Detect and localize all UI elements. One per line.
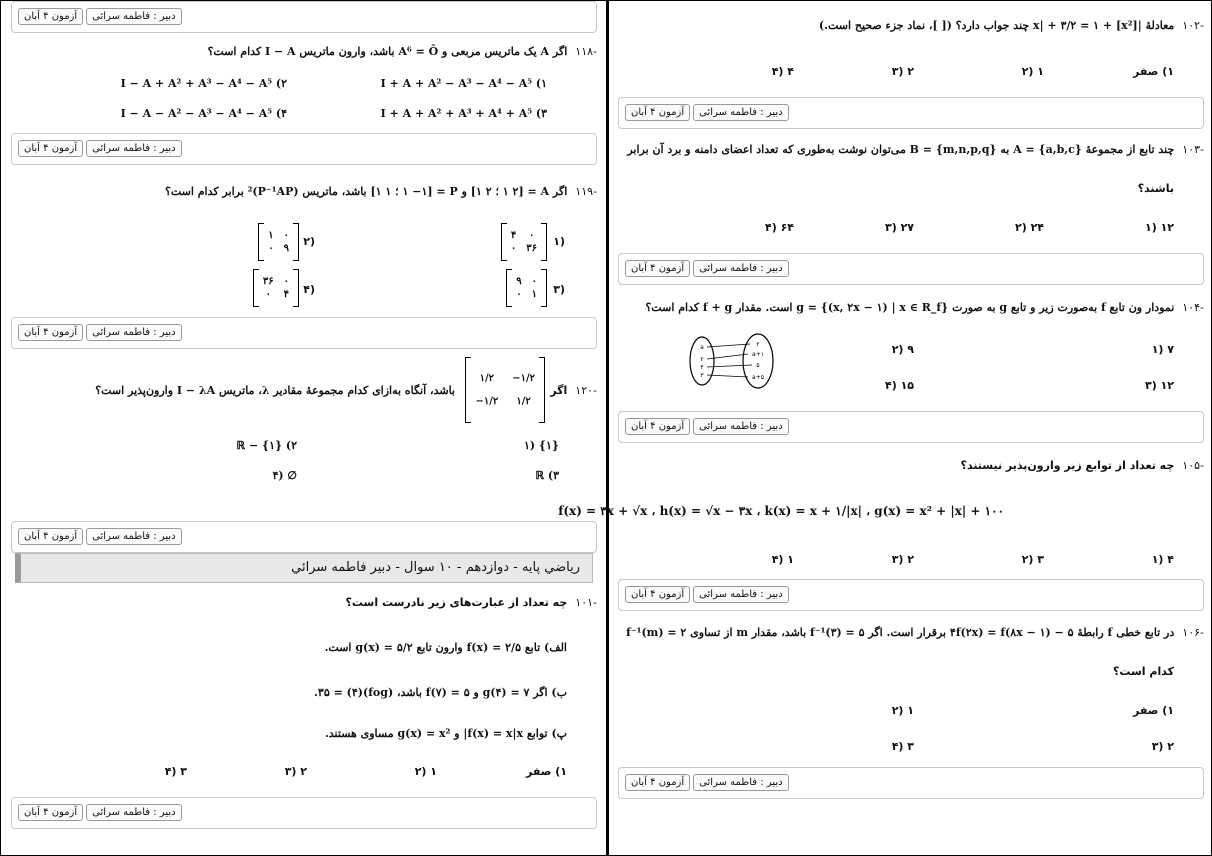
question-118: -۱۱۸اگر A یک ماتریس مربعی و A⁶ = Ō باشد، وارون ماتریس I − A کدام است؟: [207, 45, 597, 58]
question-120-number: -۱۲۰اگر: [550, 384, 597, 397]
venn-right-item: ۵: [756, 362, 760, 369]
teacher-tag: دبیر : فاطمه سرائی: [86, 324, 181, 341]
question-103-cont: باشند؟: [1137, 182, 1174, 195]
option-2[interactable]: ۱ (۲: [1021, 65, 1044, 78]
option-4[interactable]: I − A − A² − A³ − A⁴ − A⁵ (۴: [120, 107, 287, 120]
option-4-matrix[interactable]: ۳۶ ۰ ۰ ۴: [253, 269, 299, 307]
left-column: [11, 1, 597, 856]
venn-right-item: ۲: [756, 341, 760, 348]
question-102: -۱۰۲معادلهٔ |x| + ۳/۲ = ۱ + [x²] چند جواب دارد؟ ([ ]، نماد جزء صحیح است.): [818, 19, 1204, 32]
question-103: -۱۰۳چند تابع از مجموعهٔ A = {a,b,c} به B = {m,n,p,q} می‌توان نوشت به‌طوری که تعداد اعضای دامنه و برد آن برابر: [627, 143, 1204, 156]
teacher-tag: دبیر : فاطمه سرائی: [86, 140, 181, 157]
option-4-label[interactable]: (۴: [303, 283, 315, 296]
question-105: -۱۰۵چه تعداد از توابع زیر وارون‌پذیر نیستند؟: [960, 459, 1204, 472]
option-3[interactable]: I + A + A² + A³ + A⁴ + A⁵ (۳: [380, 107, 547, 120]
option-3[interactable]: ۲ (۳: [891, 65, 914, 78]
option-4[interactable]: ۱۵ (۴: [884, 379, 914, 392]
option-1[interactable]: ۱) صفر: [1133, 65, 1174, 78]
teacher-tag: دبیر : فاطمه سرائی: [693, 418, 788, 435]
option-2-matrix[interactable]: ۱ ۰ ۰ ۹: [258, 223, 299, 261]
teacher-tag: دبیر : فاطمه سرائی: [693, 586, 788, 603]
exam-tag: آزمون ۴ آبان: [625, 260, 690, 277]
exam-tag: آزمون ۴ آبان: [18, 324, 83, 341]
statement-c: پ) توابع f(x) = x|x| و g(x) = x² مساوی هستند.: [324, 727, 567, 740]
teacher-tag: دبیر : فاطمه سرائی: [693, 260, 788, 277]
footer-box: [11, 317, 597, 349]
question-101: -۱۰۱چه تعداد از عبارت‌های زیر نادرست است؟: [345, 596, 597, 609]
question-119: -۱۱۹اگر A = [۱ ۲ ؛ ۲ ۱] و P = [۱ −۱ ؛ ۱ ۱] باشد، ماتریس (P⁻¹AP)² برابر کدام است؟: [164, 185, 597, 198]
venn-left-item: ۲: [700, 356, 704, 363]
option-2[interactable]: ۹ (۲: [891, 343, 914, 356]
exam-tag: آزمون ۴ آبان: [18, 140, 83, 157]
footer-box: [11, 521, 597, 553]
option-2[interactable]: I − A + A² + A³ − A⁴ − A⁵ (۲: [120, 77, 287, 90]
section-title: رياضي پايه - دوازدهم - ۱۰ سوال - دبیر فاطمه سرائي: [15, 553, 593, 583]
footer-box: [618, 579, 1204, 611]
question-120-text: باشد، آنگاه به‌ازای کدام مجموعهٔ مقادیر λ، ماتریس I − λA وارون‌پذیر است؟: [95, 384, 455, 397]
option-2[interactable]: ℝ − {۱} (۲: [236, 439, 297, 452]
option-3[interactable]: ۲ (۳: [891, 553, 914, 566]
footer-box: [618, 767, 1204, 799]
exam-tag: آزمون ۴ آبان: [625, 418, 690, 435]
teacher-tag: دبیر : فاطمه سرائی: [693, 774, 788, 791]
statement-a: الف) تابع f(x) = ۲/۵ وارون تابع g(x) = ۵/۲ است.: [324, 641, 567, 654]
exam-tag: آزمون ۴ آبان: [18, 804, 83, 821]
option-1[interactable]: ۱) صفر: [526, 765, 567, 778]
option-1[interactable]: ۴ (۱: [1151, 553, 1174, 566]
option-1-label[interactable]: (۱: [553, 235, 565, 248]
option-1[interactable]: {۱} (۱: [523, 439, 559, 452]
option-1[interactable]: I + A + A² − A³ − A⁴ − A⁵ (۱: [380, 77, 547, 90]
teacher-tag: دبیر : فاطمه سرائی: [693, 104, 788, 121]
footer-box: [11, 133, 597, 165]
option-4[interactable]: ۶۴ (۴: [764, 221, 794, 234]
venn-diagram: [688, 331, 778, 391]
option-1[interactable]: ۱۲ (۱: [1144, 221, 1174, 234]
option-2-label[interactable]: (۲: [303, 235, 315, 248]
option-2[interactable]: ۱ (۲: [891, 704, 914, 717]
footer-box: [618, 253, 1204, 285]
footer-box: [11, 1, 597, 33]
teacher-tag: دبیر : فاطمه سرائی: [86, 8, 181, 25]
footer-box: [618, 97, 1204, 129]
footer-box: [11, 797, 597, 829]
venn-left-item: ۴: [700, 364, 704, 371]
venn-right-item: a+۱: [752, 351, 764, 358]
exam-tag: آزمون ۴ آبان: [18, 528, 83, 545]
footer-box: [618, 411, 1204, 443]
teacher-tag: دبیر : فاطمه سرائی: [86, 528, 181, 545]
venn-left-item: a: [700, 344, 704, 351]
option-2[interactable]: ۳ (۲: [1021, 553, 1044, 566]
exam-tag: آزمون ۴ آبان: [18, 8, 83, 25]
option-4[interactable]: ۱ (۴: [771, 553, 794, 566]
option-3[interactable]: ℝ (۳: [535, 469, 559, 482]
option-4[interactable]: ∅ (۴: [272, 469, 297, 482]
question-106: -۱۰۶در تابع خطی f رابطهٔ ۴f(۲x) = f(۸x − ۱) − ۵ برقرار است. اگر f⁻¹(۳) = ۵ باشد، مقدار m از تساوی f⁻¹(m) = ۲: [626, 626, 1204, 639]
option-1-matrix[interactable]: ۴ ۰ ۰ ۳۶: [501, 223, 547, 261]
option-4[interactable]: ۳ (۴: [891, 740, 914, 753]
option-2[interactable]: ۱ (۲: [414, 765, 437, 778]
exam-tag: آزمون ۴ آبان: [625, 774, 690, 791]
option-1[interactable]: ۱) صفر: [1133, 704, 1174, 717]
option-1[interactable]: ۷ (۱: [1151, 343, 1174, 356]
option-3[interactable]: ۱۲ (۳: [1144, 379, 1174, 392]
column-divider: [606, 1, 609, 856]
statement-b: ب) اگر g(۴) = ۷ و f(۷) = ۵ باشد، (fog)(۴) = ۳۵.: [314, 686, 567, 699]
question-120-matrix: ۱/۲ −۱/۲ −۱/۲ ۱/۲: [465, 357, 545, 423]
venn-left-item: ۳: [700, 372, 704, 379]
option-3-label[interactable]: (۳: [553, 283, 565, 296]
option-3-matrix[interactable]: ۹ ۰ ۰ ۱: [506, 269, 547, 307]
venn-right-item: a+۵: [752, 374, 764, 381]
option-4[interactable]: ۴ (۴: [771, 65, 794, 78]
option-3[interactable]: ۲۷ (۳: [884, 221, 914, 234]
option-2[interactable]: ۲۴ (۲: [1014, 221, 1044, 234]
teacher-tag: دبیر : فاطمه سرائی: [86, 804, 181, 821]
question-104: -۱۰۴نمودار ون تابع f به‌صورت زیر و تابع g به صورت g = {(x, ۲x − ۱) | x ∈ R_f} است. مقدار f + g کدام است؟: [645, 301, 1204, 314]
option-4[interactable]: ۳ (۴: [164, 765, 187, 778]
option-3[interactable]: ۲ (۳: [1151, 740, 1174, 753]
exam-tag: آزمون ۴ آبان: [625, 104, 690, 121]
question-106-cont: کدام است؟: [1112, 665, 1174, 678]
exam-tag: آزمون ۴ آبان: [625, 586, 690, 603]
question-105-formula: f(x) = ۳x + √x ، h(x) = √x − ۳x ، k(x) = x + ۱/|x| ، g(x) = x² + |x| + ۱۰۰: [558, 504, 1004, 518]
option-3[interactable]: ۲ (۳: [284, 765, 307, 778]
